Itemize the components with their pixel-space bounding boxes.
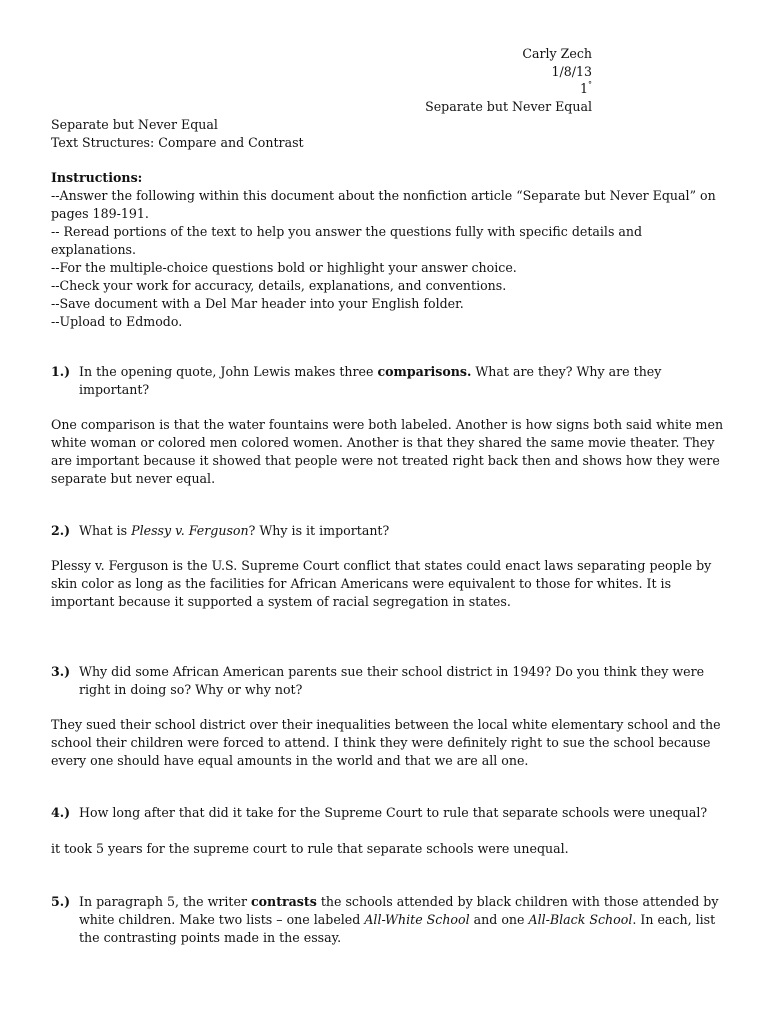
instruction-line: --Answer the following within this document about the nonfiction article “Separate but Never Equal” on bbox=[51, 188, 716, 203]
period-number: 1 bbox=[579, 81, 588, 96]
question-text: ? Why is it important? bbox=[248, 523, 390, 538]
answer-line: school their children were forced to attend. I think they were definitely right to sue the school because bbox=[51, 735, 711, 750]
answer-line: Plessy v. Ferguson is the U.S. Supreme Court conflict that states could enact laws separating people by bbox=[51, 558, 712, 573]
question-number: 3.) bbox=[51, 664, 71, 679]
answer-1 bbox=[51, 416, 731, 488]
question-emphasis: comparisons. bbox=[377, 364, 472, 379]
header-date: 1/8/13 bbox=[551, 63, 592, 79]
intro-title: Separate but Never Equal bbox=[51, 117, 218, 132]
question-emphasis: contrasts bbox=[250, 894, 317, 909]
question-text: right in doing so? Why or why not? bbox=[79, 682, 303, 697]
question-text: white children. Make two lists – one labeled bbox=[79, 912, 365, 927]
question-italic: Plessy v. Ferguson bbox=[131, 523, 249, 538]
question-italic: All-Black School bbox=[528, 912, 633, 927]
answer-4 bbox=[51, 840, 731, 858]
instructions-block bbox=[51, 169, 731, 331]
intro-subtitle: Text Structures: Compare and Contrast bbox=[51, 135, 304, 150]
answer-3 bbox=[51, 716, 731, 770]
answer-line: skin color as long as the facilities for African Americans were equivalent to those for whites. It is bbox=[51, 576, 672, 591]
question-text: the contrasting points made in the essay. bbox=[79, 930, 342, 945]
intro-block bbox=[51, 116, 731, 152]
answer-line: separate but never equal. bbox=[51, 471, 216, 486]
question-text: the schools attended by black children with those attended by bbox=[316, 894, 719, 909]
question-number: 1.) bbox=[51, 364, 71, 379]
question-2 bbox=[51, 522, 731, 540]
answer-line: every one should have equal amounts in the world and that we are all one. bbox=[51, 753, 529, 768]
question-italic: All-White School bbox=[364, 912, 470, 927]
question-text: In the opening quote, John Lewis makes three bbox=[79, 364, 378, 379]
answer-line: are important because it showed that people were not treated right back then and shows how they were bbox=[51, 453, 720, 468]
instruction-line: --For the multiple-choice questions bold or highlight your answer choice. bbox=[51, 260, 517, 275]
instructions-heading: Instructions: bbox=[51, 170, 143, 185]
document-header bbox=[425, 45, 592, 115]
instruction-line: pages 189-191. bbox=[51, 206, 149, 221]
answer-line: it took 5 years for the supreme court to rule that separate schools were unequal. bbox=[51, 841, 569, 856]
question-text: important? bbox=[79, 382, 150, 397]
question-number: 4.) bbox=[51, 805, 71, 820]
question-text: In paragraph 5, the writer bbox=[79, 894, 251, 909]
question-number: 2.) bbox=[51, 523, 71, 538]
question-text: What is bbox=[79, 523, 132, 538]
question-5 bbox=[51, 893, 731, 947]
instruction-line: --Check your work for accuracy, details, explanations, and conventions. bbox=[51, 278, 507, 293]
question-4 bbox=[51, 804, 731, 822]
instruction-line: --Upload to Edmodo. bbox=[51, 314, 183, 329]
question-text: and one bbox=[469, 912, 529, 927]
answer-line: They sued their school district over their inequalities between the local white elementary school and the bbox=[51, 717, 721, 732]
class-period bbox=[425, 80, 592, 98]
question-text: How long after that did it take for the Supreme Court to rule that separate schools were unequal? bbox=[79, 805, 708, 820]
answer-line: important because it supported a system of racial segregation in states. bbox=[51, 594, 511, 609]
answer-line: white woman or colored men colored women. Another is that they shared the same movie theater. They bbox=[51, 435, 715, 450]
instruction-line: -- Reread portions of the text to help you answer the questions fully with specific details and bbox=[51, 224, 643, 239]
question-1 bbox=[51, 363, 731, 399]
instruction-line: explanations. bbox=[51, 242, 137, 257]
student-name: Carly Zech bbox=[522, 46, 592, 61]
answer-line: One comparison is that the water fountains were both labeled. Another is how signs both said white men bbox=[51, 417, 724, 432]
question-number: 5.) bbox=[51, 894, 71, 909]
question-text: Why did some African American parents sue their school district in 1949? Do you think they were bbox=[79, 664, 705, 679]
header-title: Separate but Never Equal bbox=[425, 98, 592, 114]
question-text: What are they? Why are they bbox=[471, 364, 662, 379]
question-3 bbox=[51, 663, 731, 699]
question-text: . In each, list bbox=[632, 912, 716, 927]
answer-2 bbox=[51, 557, 731, 611]
period-superscript: ° bbox=[588, 80, 592, 89]
instruction-line: --Save document with a Del Mar header into your English folder. bbox=[51, 296, 464, 311]
